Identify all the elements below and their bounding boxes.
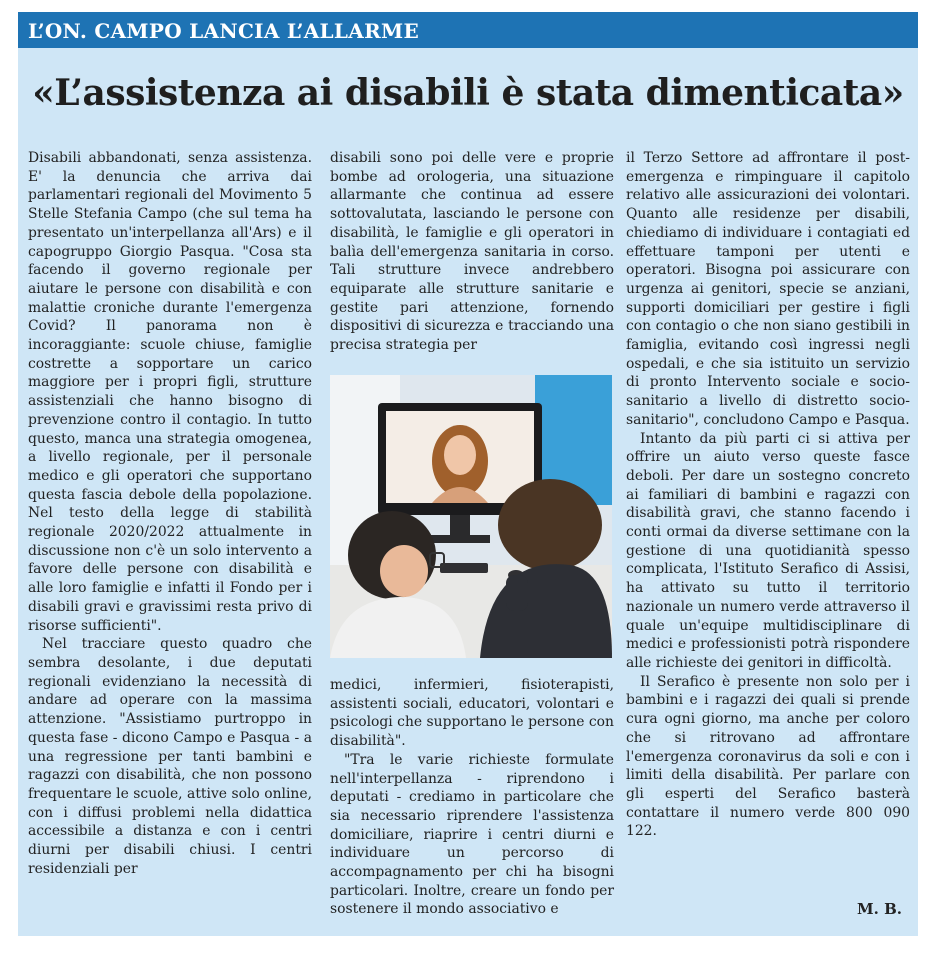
paragraph: disabili sono poi delle vere e proprie bombe ad orologeria, una situazione allarmante che continua ad essere sottovalutata, lasciando le persone con disabilità, le famiglie e gli operatori in balìa dell'emergenza sanitaria in corso. Tali strutture invece andrebbero equiparate alle strutture sanitarie e gestite pari attenzione, fornendo dispositivi di sicurezza e tracciando una precisa strategia per <box>330 150 614 354</box>
column-2-bottom <box>330 676 614 919</box>
kicker: L’ON. CAMPO LANCIA L’ALLARME <box>28 19 419 43</box>
headline: «L’assistenza ai disabili è stata dimenticata» <box>32 72 904 114</box>
column-1 <box>28 149 312 878</box>
article <box>18 12 918 936</box>
paragraph: il Terzo Settore ad affrontare il post-emergenza e rimpinguare il capitolo relativo alle assicurazioni dei volontari. Quanto alle residenze per disabili, chiediamo di individuare i contagiati ed effettuare tamponi per utenti e operatori. Bisogna poi assicurare con urgenza ai genitori, specie se anziani, supporti domiciliari per gestire i figli con contagio o che non siano gestibili in famiglia, evitando così ingressi negli ospedali, e che sia istituito un servizio di pronto Intervento sociale e socio-sanitario a livello di distretto socio-sanitario", concludono Campo e Pasqua. <box>626 150 910 428</box>
paragraph: Il Serafico è presente non solo per i bambini e i ragazzi dei quali si prende cura ogni giorno, ma anche per coloro che si ritrovano ad affrontare l'emergenza coronavirus da soli e con i limiti della disabilità. Per parlare con gli esperti del Serafico basterà contattare il numero verde 800 090 122. <box>626 673 910 840</box>
paragraph: medici, infermieri, fisioterapisti, assistenti sociali, educatori, volontari e psicologi che supportano le persone con disabilità". <box>330 677 614 750</box>
paragraph: Nel tracciare questo quadro che sembra desolante, i due deputati regionali evidenziano la necessità di andare ad operare con la massima attenzione. "Assistiamo purtroppo in questa fase - dicono Campo e Pasqua - a una regressione per tanti bambini e ragazzi con disabilità, che non possono frequentare le scuole, attive solo online, con i diffusi problemi nella didattica accessibile a distanza e con i centri diurni per disabili chiusi. I centri residenziali per <box>28 636 312 877</box>
column-3 <box>626 149 910 841</box>
paragraph: Disabili abbandonati, senza assistenza. E' la denuncia che arriva dai parlamentari regionali del Movimento 5 Stelle Stefania Campo (che sul tema ha presentato un'interpellanza all'Ars) e il capogruppo Giorgio Pasqua. "Cosa sta facendo il governo regionale per aiutare le persone con disabilità e con malattie croniche durante l'emergenza Covid? Il panorama non è incoraggiante: scuole chiuse, famiglie costrette a sopportare un carico maggiore per i propri figli, strutture assistenziali che hanno bisogno di prevenzione contro il contagio. In tutto questo, manca una strategia omogenea, a livello regionale, per il personale medico e gli operatori che supportano questa fascia debole della popolazione. Nel testo della legge di stabilità regionale 2020/2022 attualmente in discussione non c'è un solo intervento a favore delle persone con disabilità e alle loro famiglie e infatti il Fondo per i disabili gravi e gravissimi resta privo di risorse sufficienti". <box>28 150 312 634</box>
kicker-bar <box>18 12 918 48</box>
article-photo <box>330 375 612 658</box>
paragraph: Intanto da più parti ci si attiva per offrire un aiuto verso queste fasce deboli. Per dare un sostegno concreto ai familiari di bambini e ragazzi con disabilità gravi, che stanno facendo i conti ormai da diverse settimane con la gestione di una quotidianità spesso complicata, l'Istituto Serafico di Assisi, ha attivato su tutto il territorio nazionale un numero verde attraverso il quale un'equipe multidisciplinare di medici e professionisti potrà rispondere alle richieste dei genitori in difficoltà. <box>626 430 910 671</box>
byline: M. B. <box>857 900 902 918</box>
children-video-call-photo <box>330 375 612 658</box>
column-2-top <box>330 149 614 355</box>
paragraph: "Tra le varie richieste formulate nell'interpellanza - riprendono i deputati - crediamo in particolare che sia necessario riprendere l'assistenza domiciliare, riaprire i centri diurni e individuare un percorso di accompagnamento per chi ha bisogni particolari. Inoltre, creare un fondo per sostenere il mondo associativo e <box>330 751 614 918</box>
